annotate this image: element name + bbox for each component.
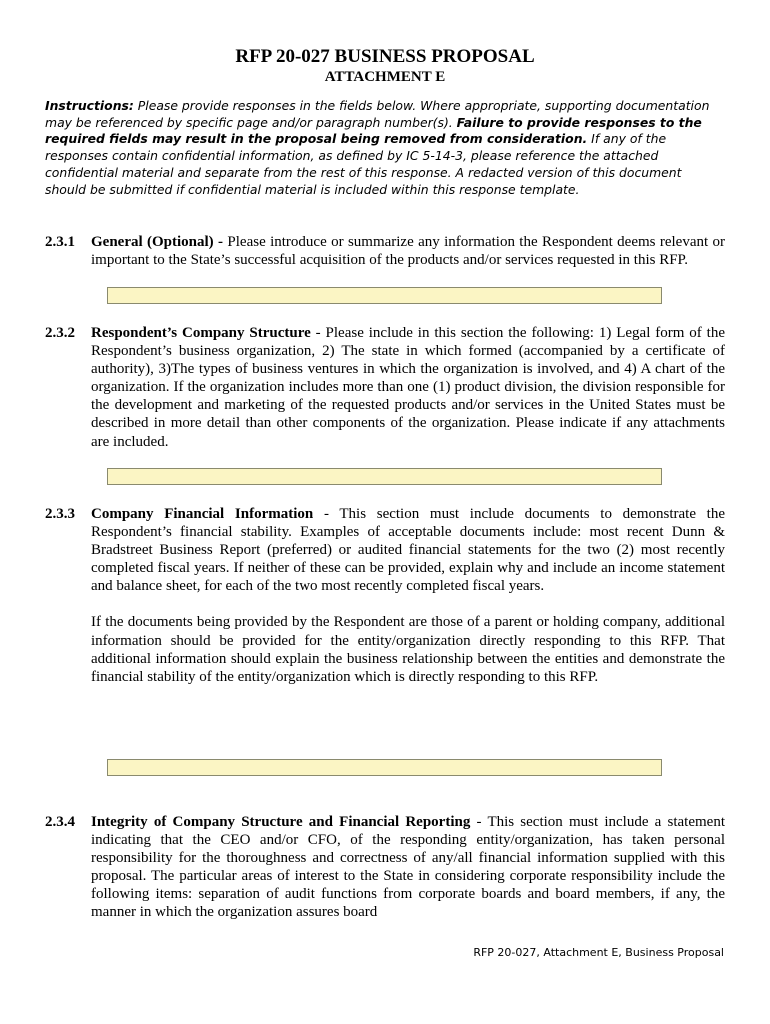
section-body [91, 813, 725, 922]
response-field-2-3-2[interactable] [107, 468, 662, 485]
section-text: Please introduce or summarize any information the Respondent deems relevant or important to the State’s successful acquisition of the products and/or services requested in this RFP. [91, 234, 726, 269]
section-heading: General (Optional) - [91, 234, 224, 250]
response-field-2-3-3[interactable] [107, 759, 662, 776]
instructions-text-2: If any of the responses contain confidential information, as defined by IC 5-14-3, please reference the attached confidential material and separate from the rest of this response. A redacted version of this document should be submitted if confidential material is included within this response template. [45, 131, 682, 197]
section-text-paragraph-2: If the documents being provided by the Respondent are those of a parent or holding company, additional information should be provided for the entity/organization directly responding to this RFP. That additional information should explain the business relationship between the entities and demonstrate the financial stability of the entity/organization which is directly responding to this RFP. [91, 614, 725, 685]
section-body [91, 233, 725, 269]
section-2-3-3 [45, 505, 725, 686]
instructions-warning: Failure to provide responses to the required fields may result in the proposal being removed from consideration. [45, 114, 702, 147]
section-number: 2.3.3 [45, 506, 75, 522]
document-title: RFP 20-027 BUSINESS PROPOSAL [235, 46, 535, 67]
instructions-text-1: Please provide responses in the fields below. Where appropriate, supporting documentation may be referenced by specific page and/or paragraph number(s). [45, 98, 710, 130]
section-text: - Please include in this section the following: 1) Legal form of the Respondent’s business organization, 2) The state in which formed (accompanied by a certificate of authority), 3)The types of business ventures in which the organization is involved, and 4) A chart of the organization. If the organization includes more than one (1) product division, the division responsible for the development and marketing of the requested products and/or services in the United States must be described in more detail than other components of the organization. Please indicate if any attachments are included. [91, 325, 725, 450]
section-number: 2.3.4 [45, 814, 75, 830]
section-2-3-2 [45, 324, 725, 451]
section-2-3-1 [45, 233, 725, 269]
section-text: - This section must include documents to demonstrate the Respondent’s financial stability. Examples of acceptable documents include: most recent Dunn & Bradstreet Business Report (preferred) or audited financial statements for the two (2) most recently completed fiscal years. If neither of these can be provided, explain why and include an income statement and balance sheet, for each of the two most recently completed fiscal years. [91, 506, 725, 595]
section-body [91, 324, 725, 451]
section-number: 2.3.1 [45, 234, 75, 250]
section-heading: Respondent’s Company Structure [91, 325, 311, 341]
page-footer: RFP 20-027, Attachment E, Business Proposal [473, 946, 724, 959]
document-subtitle: ATTACHMENT E [324, 69, 446, 85]
section-number: 2.3.2 [45, 325, 75, 341]
section-text: - This section must include a statement indicating that the CEO and/or CFO, of the responding entity/organization, has taken personal responsibility for the thoroughness and correctness of any/all financial information supplied with this proposal. The particular areas of interest to the State in considering corporate responsibility include the following items: separation of audit functions from corporate boards and board members, if any, the manner in which the organization assures board [91, 814, 725, 921]
instructions-paragraph [45, 98, 725, 198]
section-2-3-4 [45, 813, 725, 922]
response-field-2-3-1[interactable] [107, 287, 662, 304]
section-heading: Integrity of Company Structure and Financial Reporting [91, 814, 471, 830]
instructions-label: Instructions: [45, 98, 134, 113]
section-body [91, 505, 725, 686]
section-heading: Company Financial Information [91, 506, 314, 522]
